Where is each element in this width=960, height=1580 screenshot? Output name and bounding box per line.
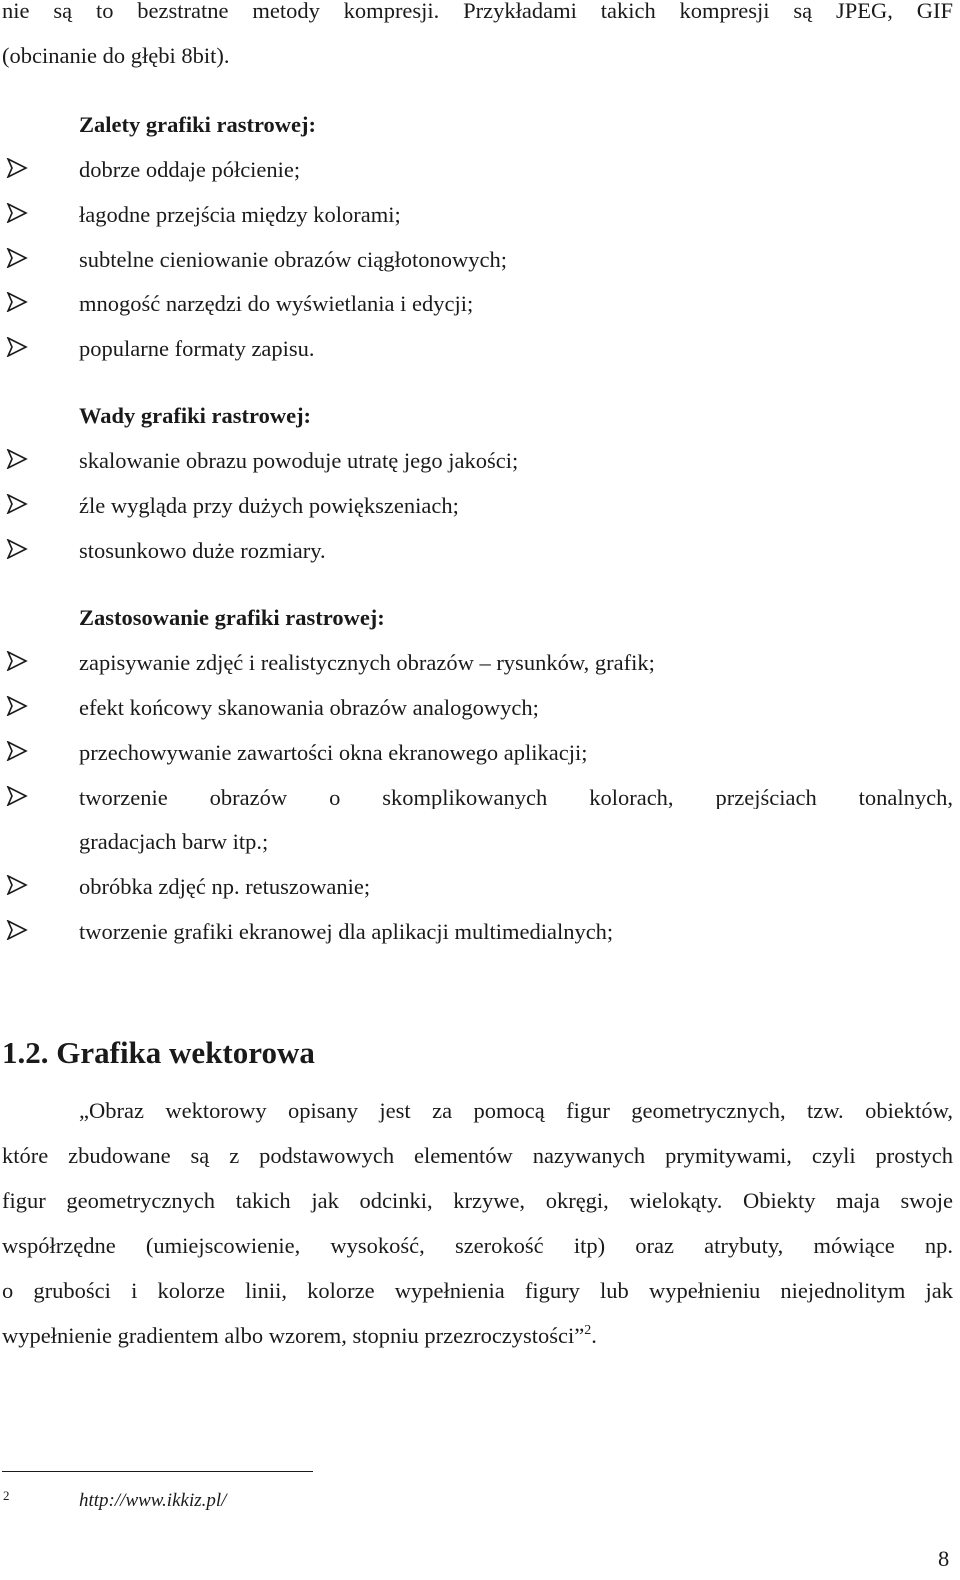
arrow-bullet-icon	[6, 786, 28, 806]
arrow-bullet-icon	[6, 651, 28, 671]
list-item-text: źle wygląda przy dużych powiększeniach;	[79, 493, 459, 518]
list-item	[0, 247, 960, 277]
list-item-text: tworzenie grafiki ekranowej dla aplikacji multimedialnych;	[79, 919, 614, 944]
intro-line-2: (obcinanie do głębi 8bit).	[2, 43, 230, 68]
paragraph-line: które zbudowane są z podstawowych elementów nazywanych prymitywami, czyli prostych	[2, 1145, 953, 1168]
footnote-mark: 2	[3, 1488, 10, 1503]
arrow-bullet-icon	[6, 741, 28, 761]
page-number: 8	[938, 1546, 950, 1571]
applications-heading: Zastosowanie grafiki rastrowej:	[79, 605, 385, 630]
footnote-reference[interactable]: 2	[584, 1323, 592, 1338]
footnote-link[interactable]: http://www.ikkiz.pl/	[79, 1490, 227, 1511]
list-item	[0, 740, 960, 770]
arrow-bullet-icon	[6, 248, 28, 268]
arrow-bullet-icon	[6, 875, 28, 895]
list-item	[0, 695, 960, 725]
arrow-bullet-icon	[6, 203, 28, 223]
arrow-bullet-icon	[6, 494, 28, 514]
list-item-text: obróbka zdjęć np. retuszowanie;	[79, 874, 371, 899]
paragraph-last-line	[2, 1325, 597, 1348]
list-item-text: tworzenie obrazów o skomplikowanych kolorach, przejściach tonalnych,	[79, 785, 953, 809]
list-item-text: przechowywanie zawartości okna ekranowego aplikacji;	[79, 740, 588, 765]
list-item	[0, 336, 960, 366]
list-item-text: skalowanie obrazu powoduje utratę jego jakości;	[79, 448, 519, 473]
list-item-text: łagodne przejścia między kolorami;	[79, 202, 401, 227]
list-item	[0, 202, 960, 232]
list-item-text: popularne formaty zapisu.	[79, 336, 315, 361]
list-item	[0, 650, 960, 680]
arrow-bullet-icon	[6, 292, 28, 312]
arrow-bullet-icon	[6, 539, 28, 559]
list-item	[0, 874, 960, 904]
arrow-bullet-icon	[6, 449, 28, 469]
arrow-bullet-icon	[6, 920, 28, 940]
paragraph-line: wypełnienie gradientem albo wzorem, stopniu przezroczystości”	[2, 1323, 585, 1348]
arrow-bullet-icon	[6, 696, 28, 716]
section-heading: 1.2. Grafika wektorowa	[2, 1035, 315, 1070]
disadvantages-heading: Wady grafiki rastrowej:	[79, 403, 312, 428]
paragraph-line: „Obraz wektorowy opisany jest za pomocą figur geometrycznych, tzw. obiektów,	[79, 1100, 953, 1123]
list-item-text: gradacjach barw itp.;	[79, 829, 269, 854]
paragraph-line: współrzędne (umiejscowienie, wysokość, szerokość itp) oraz atrybuty, mówiące np.	[2, 1235, 953, 1258]
list-item	[0, 157, 960, 187]
arrow-bullet-icon	[6, 337, 28, 357]
list-item-text: mnogość narzędzi do wyświetlania i edycji;	[79, 291, 474, 316]
list-item	[0, 538, 960, 568]
advantages-heading: Zalety grafiki rastrowej:	[79, 112, 317, 137]
list-item-continuation	[0, 829, 960, 859]
list-item-text: subtelne cieniowanie obrazów ciągłotonowych;	[79, 247, 507, 272]
list-item	[0, 919, 960, 949]
list-item-text: zapisywanie zdjęć i realistycznych obrazów – rysunków, grafik;	[79, 650, 655, 675]
list-item	[0, 785, 960, 815]
paragraph-line: figur geometrycznych takich jak odcinki, krzywe, okręgi, wielokąty. Obiekty maja swoje	[2, 1190, 953, 1213]
list-item-text: efekt końcowy skanowania obrazów analogowych;	[79, 695, 539, 720]
paragraph-line: o grubości i kolorze linii, kolorze wypełnienia figury lub wypełnieniu niejednolitym jak	[2, 1280, 953, 1303]
list-item	[0, 493, 960, 523]
paragraph-end: .	[591, 1323, 597, 1348]
list-item-text: stosunkowo duże rozmiary.	[79, 538, 326, 563]
list-item	[0, 291, 960, 321]
footnote-divider	[2, 1471, 313, 1472]
arrow-bullet-icon	[6, 158, 28, 178]
list-item	[0, 448, 960, 478]
list-item-text: dobrze oddaje półcienie;	[79, 157, 301, 182]
intro-line-1: nie są to bezstratne metody kompresji. Przykładami takich kompresji są JPEG, GIF	[2, 0, 953, 23]
